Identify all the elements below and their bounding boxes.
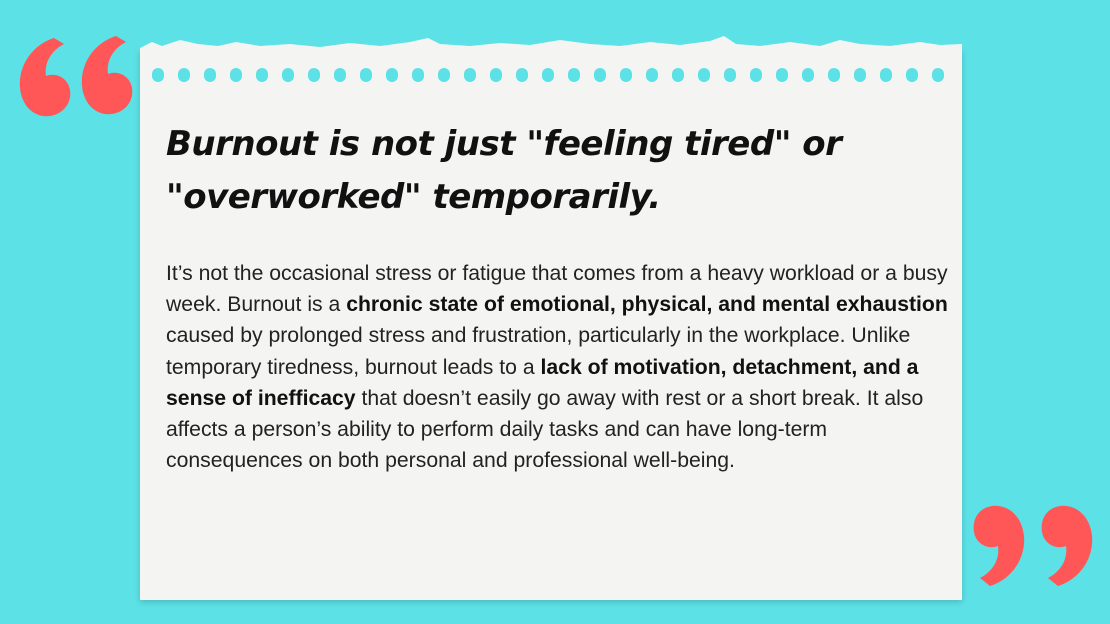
body-bold-2: lack of motivation, detachment, and a sense of inefficacy <box>166 355 919 410</box>
body-text-1: It’s not the occasional stress or fatigue that comes from a heavy workload or a busy week. Burnout is a <box>166 262 948 317</box>
opening-quote-icon <box>12 30 136 122</box>
body-bold-1: chronic state of emotional, physical, and mental exhaustion <box>346 293 948 317</box>
notebook-holes <box>148 64 958 86</box>
body-paragraph <box>166 258 956 476</box>
body-text-3: that doesn’t easily go away with rest or a short break. It also affects a person’s ability to perform daily tasks and can have long-term consequences on both personal and professional well-being. <box>166 386 924 473</box>
headline-line-1: Burnout is not just "feeling tired" or <box>166 124 842 164</box>
headline <box>166 118 946 224</box>
headline-line-2: "overworked" temporarily. <box>166 177 661 217</box>
closing-quote-icon <box>970 500 1100 592</box>
body-text-2: caused by prolonged stress and frustration, particularly in the workplace. Unlike temporary tiredness, burnout leads to a <box>166 324 911 379</box>
